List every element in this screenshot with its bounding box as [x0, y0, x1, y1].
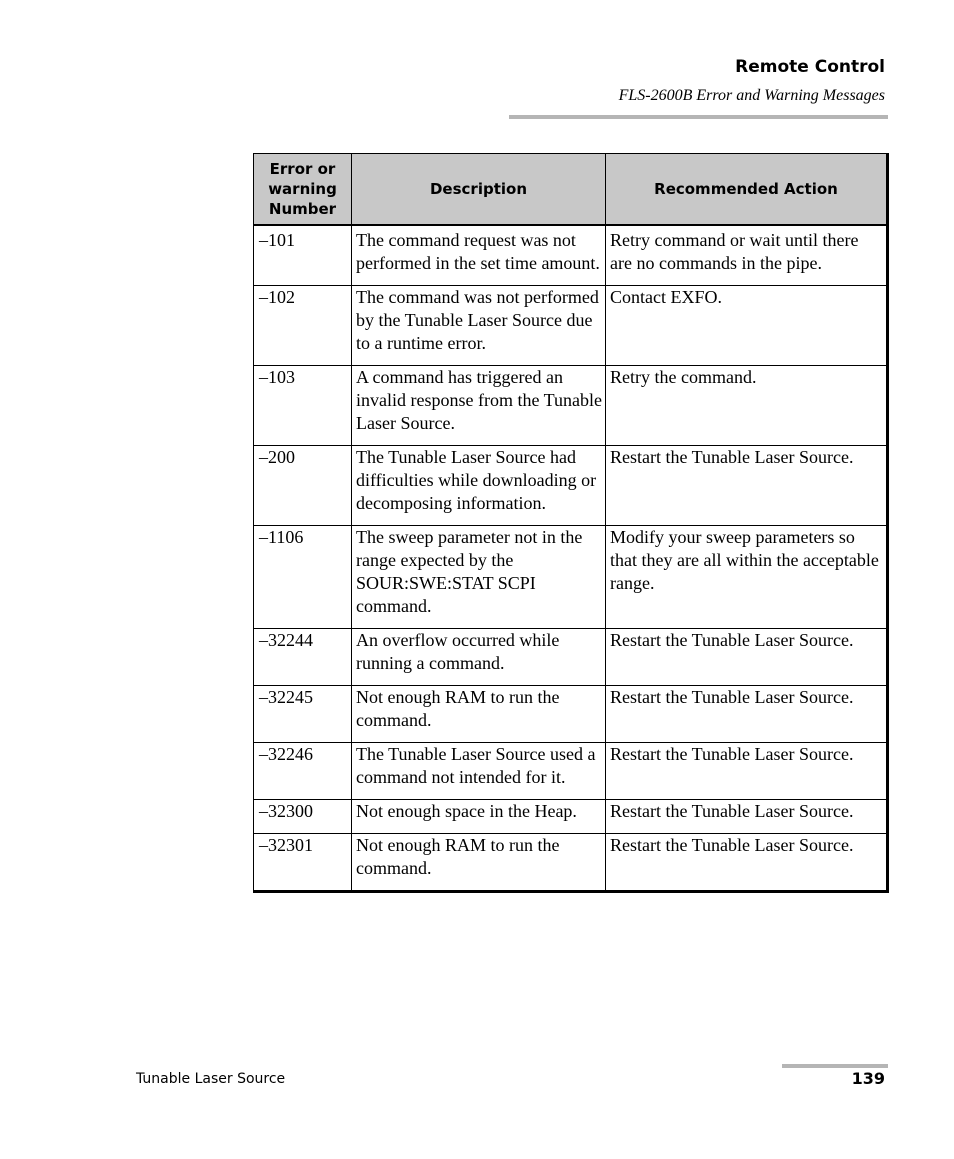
- table-row: [254, 686, 888, 743]
- footer-product-name: Tunable Laser Source: [136, 1071, 286, 1087]
- description-cell: The command request was not performed in the set time amount.: [352, 229, 606, 286]
- description-cell: Not enough space in the Heap.: [352, 800, 606, 834]
- error-number-cell: –103: [254, 366, 352, 446]
- recommended-action-cell: Restart the Tunable Laser Source.: [606, 834, 888, 892]
- description-cell: An overflow occurred while running a command.: [352, 629, 606, 686]
- error-number-cell: –32245: [254, 686, 352, 743]
- column-header-action: Recommended Action: [606, 154, 888, 226]
- recommended-action-cell: Retry command or wait until there are no commands in the pipe.: [606, 229, 888, 286]
- error-table: [253, 153, 889, 893]
- recommended-action-cell: Restart the Tunable Laser Source.: [606, 629, 888, 686]
- description-cell: The command was not performed by the Tunable Laser Source due to a runtime error.: [352, 286, 606, 366]
- error-number-cell: –32244: [254, 629, 352, 686]
- description-cell: The sweep parameter not in the range expected by the SOUR:SWE:STAT SCPI command.: [352, 526, 606, 629]
- recommended-action-cell: Restart the Tunable Laser Source.: [606, 800, 888, 834]
- page-subtitle: FLS-2600B Error and Warning Messages: [618, 87, 885, 104]
- table-row: [254, 743, 888, 800]
- section-title: Remote Control: [735, 57, 885, 77]
- table-row: [254, 366, 888, 446]
- description-cell: The Tunable Laser Source used a command not intended for it.: [352, 743, 606, 800]
- table-row: [254, 229, 888, 286]
- footer-rule: [782, 1064, 888, 1068]
- table-row: [254, 446, 888, 526]
- error-number-cell: –101: [254, 229, 352, 286]
- recommended-action-cell: Restart the Tunable Laser Source.: [606, 686, 888, 743]
- error-number-cell: –32246: [254, 743, 352, 800]
- error-number-cell: –32300: [254, 800, 352, 834]
- table-row: [254, 526, 888, 629]
- column-header-description: Description: [352, 154, 606, 226]
- recommended-action-cell: Restart the Tunable Laser Source.: [606, 446, 888, 526]
- error-number-cell: –200: [254, 446, 352, 526]
- recommended-action-cell: Modify your sweep parameters so that they are all within the acceptable range.: [606, 526, 888, 629]
- recommended-action-cell: Retry the command.: [606, 366, 888, 446]
- recommended-action-cell: Contact EXFO.: [606, 286, 888, 366]
- description-cell: A command has triggered an invalid response from the Tunable Laser Source.: [352, 366, 606, 446]
- page-number: 139: [851, 1069, 885, 1088]
- description-cell: Not enough RAM to run the command.: [352, 834, 606, 892]
- table-row: [254, 800, 888, 834]
- description-cell: The Tunable Laser Source had difficulties while downloading or decomposing information.: [352, 446, 606, 526]
- error-number-cell: –102: [254, 286, 352, 366]
- column-header-number: Error or warning Number: [254, 154, 352, 226]
- header-rule: [509, 115, 888, 119]
- description-cell: Not enough RAM to run the command.: [352, 686, 606, 743]
- table-row: [254, 629, 888, 686]
- table-row: [254, 834, 888, 892]
- table-row: [254, 286, 888, 366]
- recommended-action-cell: Restart the Tunable Laser Source.: [606, 743, 888, 800]
- error-number-cell: –1106: [254, 526, 352, 629]
- error-number-cell: –32301: [254, 834, 352, 892]
- table-header-row: [254, 154, 888, 226]
